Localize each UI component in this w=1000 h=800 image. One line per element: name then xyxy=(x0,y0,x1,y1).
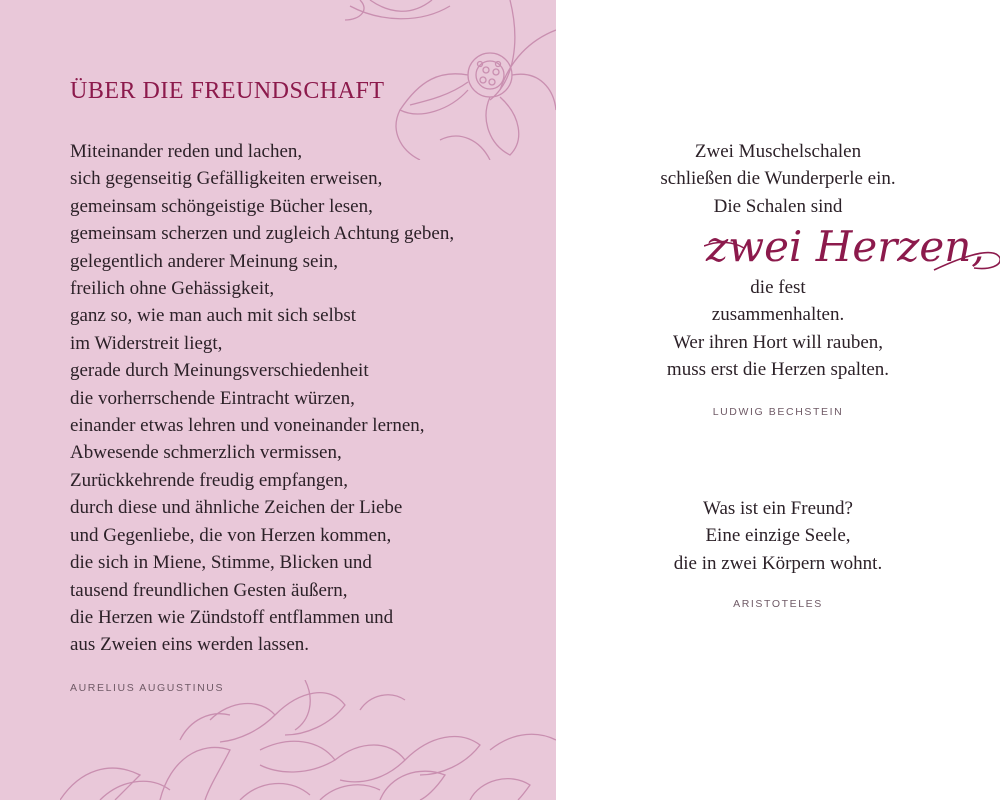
quote-line: die in zwei Körpern wohnt. xyxy=(673,552,883,574)
flower-illustration-bottom-icon xyxy=(60,680,556,800)
poem-line: die vorherrschende Eintracht würzen, xyxy=(70,387,355,409)
quote-author-aristoteles: ARISTOTELES xyxy=(733,598,823,610)
right-page xyxy=(556,0,1000,800)
poem-line: die Herzen wie Zündstoff entflammen und xyxy=(70,606,394,628)
poem-line: Abwesende schmerzlich vermissen, xyxy=(70,442,342,464)
poem-line: freilich ohne Gehässigkeit, xyxy=(70,278,275,300)
page-title: ÜBER DIE FREUNDSCHAFT xyxy=(70,78,385,104)
poem-line: Miteinander reden und lachen, xyxy=(70,141,303,162)
quote-line: muss erst die Herzen spalten. xyxy=(666,359,890,381)
poem-line: tausend freundlichen Gesten äußern, xyxy=(70,579,348,601)
quote-line: Was ist ein Freund? xyxy=(703,498,853,519)
poem-line: Zurückkehrende freudig empfangen, xyxy=(70,469,349,491)
poem-line: gemeinsam scherzen und zugleich Achtung geben, xyxy=(70,223,455,245)
quote-line: Die Schalen sind xyxy=(713,195,843,217)
poem-line: aus Zweien eins werden lassen. xyxy=(70,634,310,656)
quote-line: schließen die Wunderperle ein. xyxy=(660,168,896,190)
quote-author-bechstein: LUDWIG BECHSTEIN xyxy=(712,406,844,418)
poem-line: durch diese und ähnliche Zeichen der Liebe xyxy=(70,497,403,519)
poem-line: ganz so, wie man auch mit sich selbst xyxy=(70,305,356,327)
script-highlight: zwei Herzen, xyxy=(706,222,985,271)
poem-author: AURELIUS AUGUSTINUS xyxy=(70,682,225,694)
poem-line: im Widerstreit liegt, xyxy=(70,332,223,354)
poem-line: sich gegenseitig Gefälligkeiten erweisen, xyxy=(70,168,383,190)
poem-line: gelegentlich anderer Meinung sein, xyxy=(70,250,339,272)
quote-bechstein-intro xyxy=(556,138,1000,220)
poem-line: einander etwas lehren und voneinander lernen, xyxy=(70,415,425,437)
quote-bechstein-ending xyxy=(556,274,1000,384)
poem-line: die sich in Miene, Stimme, Blicken und xyxy=(70,552,372,574)
quote-line: Wer ihren Hort will rauben, xyxy=(672,331,884,353)
quote-aristoteles xyxy=(556,495,1000,577)
poem-line: gemeinsam schöngeistige Bücher lesen, xyxy=(70,195,373,217)
quote-line: Eine einzige Seele, xyxy=(705,525,851,547)
quote-line: die fest xyxy=(750,277,806,298)
poem-line: gerade durch Meinungsverschiedenheit xyxy=(70,360,369,382)
quote-line: Zwei Muschelschalen xyxy=(694,141,862,162)
quote-line: zusammenhalten. xyxy=(711,304,845,326)
poem-line: und Gegenliebe, die von Herzen kommen, xyxy=(70,524,392,546)
poem xyxy=(70,138,540,659)
